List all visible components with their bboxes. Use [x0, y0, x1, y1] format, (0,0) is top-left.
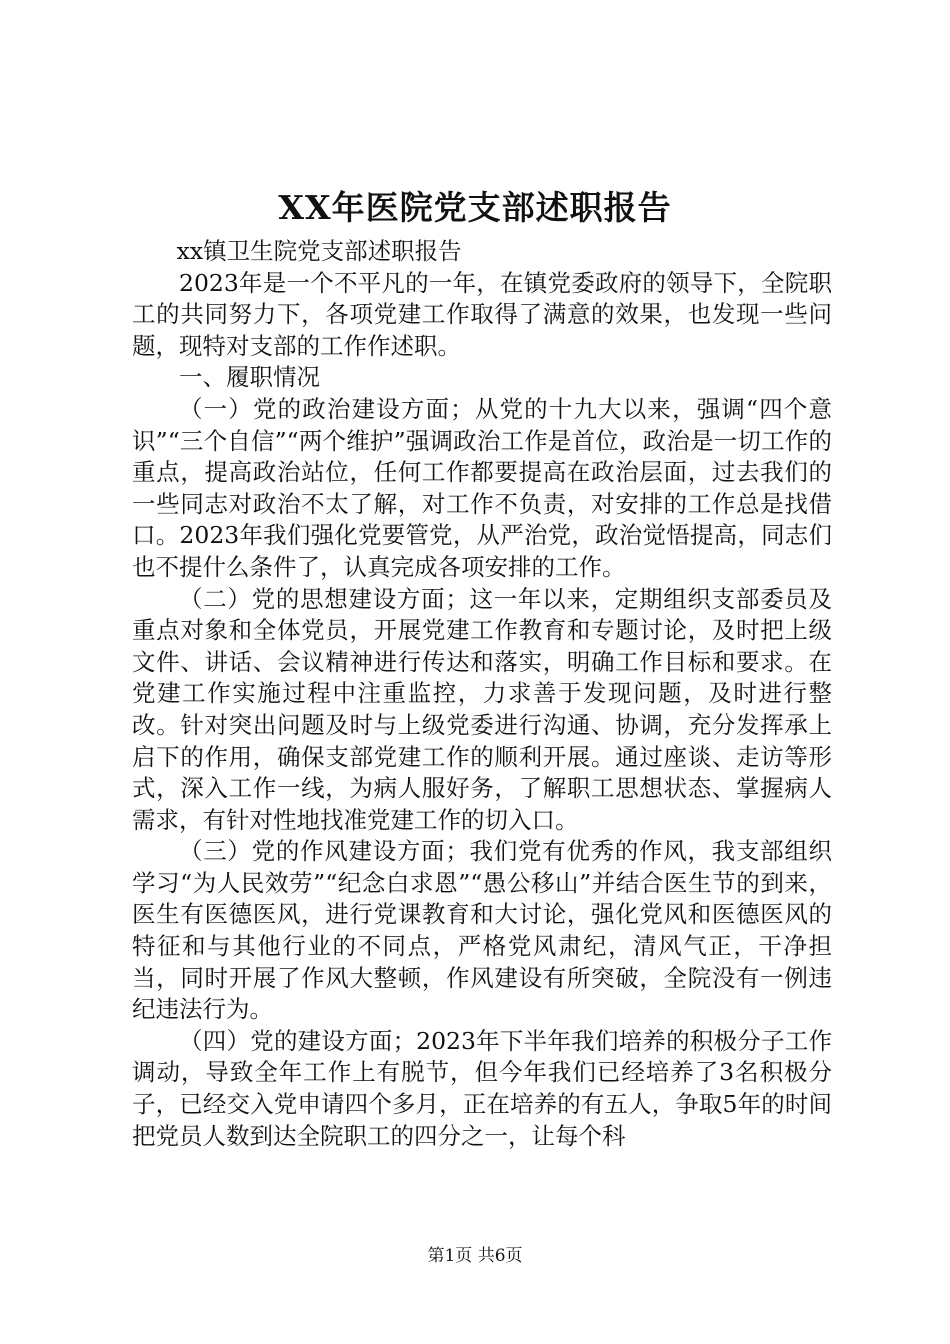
document-body	[132, 236, 832, 1152]
political-building-paragraph: （一）党的政治建设方面；从党的十九大以来，强调“四个意识”“三个自信”“两个维护”强调政治工作是首位，政治是一切工作的重点，提高政治站位，任何工作都要提高在政治层面，过去我们的一些同志对政治不太了解，对工作不负责，对安排的工作总是找借口。2023年我们强化党要管党，从严治党，政治觉悟提高，同志们也不提什么条件了，认真完成各项安排的工作。	[132, 394, 832, 581]
party-building-paragraph: （四）党的建设方面；2023年下半年我们培养的积极分子工作调动，导致全年工作上有脱节，但今年我们已经培养了3名积极分子，已经交入党申请四个多月，正在培养的有五人，争取5年的时间把党员人数到达全院职工的四分之一，让每个科	[132, 1026, 832, 1150]
ideological-building-paragraph: （二）党的思想建设方面；这一年以来，定期组织支部委员及重点对象和全体党员，开展党建工作教育和专题讨论，及时把上级文件、讲话、会议精神进行传达和落实，明确工作目标和要求。在党建工作实施过程中注重监控，力求善于发现问题，及时进行整改。针对突出问题及时与上级党委进行沟通、协调，充分发挥承上启下的作用，确保支部党建工作的顺利开展。通过座谈、走访等形式，深入工作一线，为病人服好务，了解职工思想状态、掌握病人需求，有针对性地找准党建工作的切入口。	[132, 584, 832, 834]
intro-paragraph: 2023年是一个不平凡的一年，在镇党委政府的领导下，全院职工的共同努力下，各项党建工作取得了满意的效果，也发现一些问题，现特对支部的工作作述职。	[132, 268, 832, 360]
page-footer: 第1页 共6页	[427, 1246, 523, 1266]
subtitle-paragraph: xx镇卫生院党支部述职报告	[176, 237, 462, 265]
style-building-paragraph: （三）党的作风建设方面；我们党有优秀的作风，我支部组织学习“为人民效劳”“纪念白求恩”“愚公移山”并结合医生节的到来，医生有医德医风，进行党课教育和大讨论，强化党风和医德医风的特征和与其他行业的不同点，严格党风肃纪，清风气正，干净担当，同时开展了作风大整顿，作风建设有所突破，全院没有一例违纪违法行为。	[132, 837, 832, 1024]
section-heading: 一、履职情况	[179, 363, 320, 392]
document-title: XX年医院党支部述职报告	[278, 188, 672, 227]
